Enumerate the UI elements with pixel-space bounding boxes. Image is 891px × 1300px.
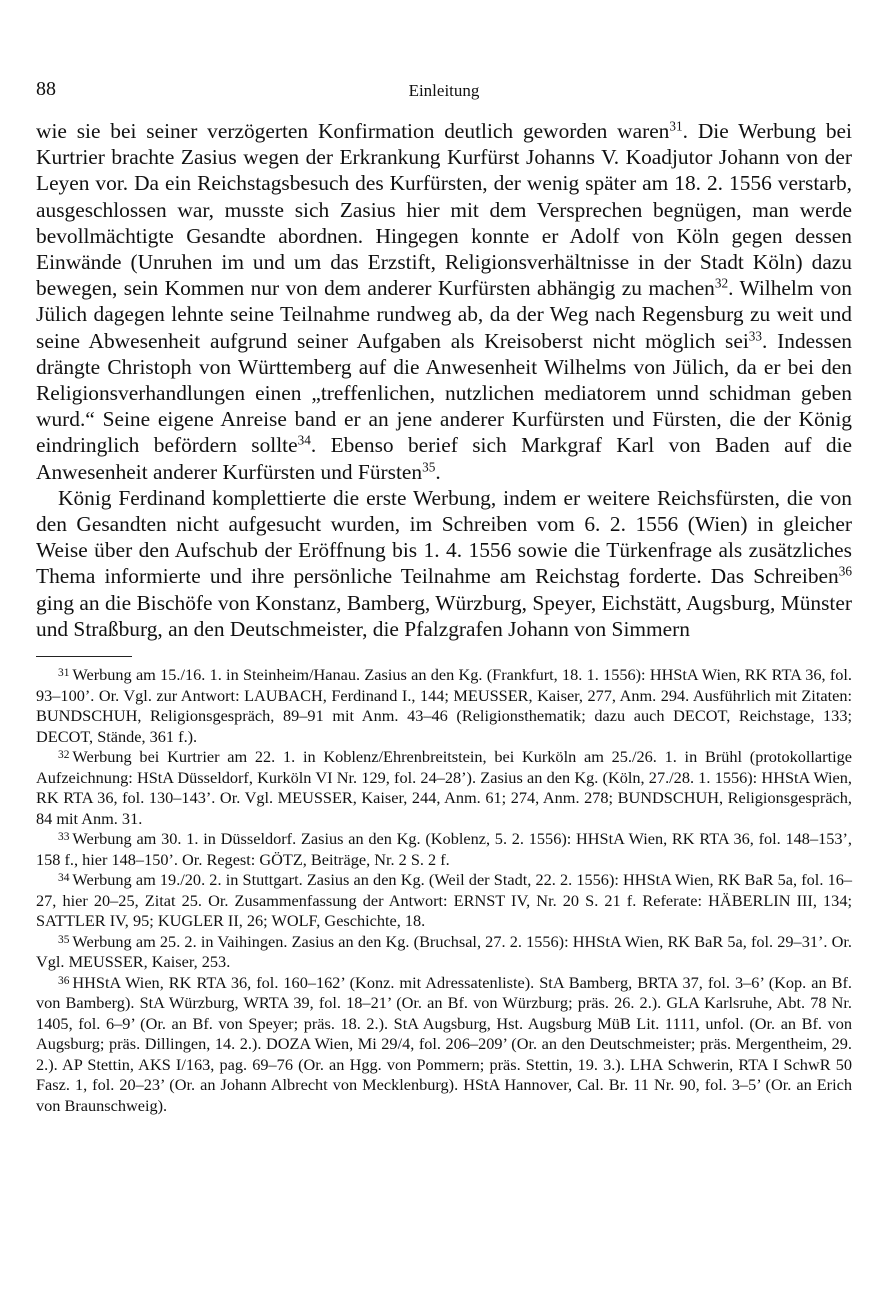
footnote-text: Werbung am 19./20. 2. in Stuttgart. Zasius an den Kg. (Weil der Stadt, 22. 2. 1556): HHStA Wien, RK BaR 5a, fol. 16–27, hier 20–25, Zitat 25. Or. Zusammenfassung der Antwort: ERNST IV, Nr. 20 S. 21 f. Referate: HÄBERLIN III, 134; SATTLER IV, 95; KUGLER II, 26; WOLF, Geschichte, 18. [36, 870, 852, 931]
footnote-text: HHStA Wien, RK RTA 36, fol. 160–162’ (Konz. mit Adressatenliste). StA Bamberg, BRTA 37, fol. 3–6’ (Kop. an Bf. von Bamberg). StA Würzburg, WRTA 39, fol. 18–21’ (Or. an Bf. von Würzburg; präs. 26. 2.). GLA Karlsruhe, Abt. 78 Nr. 1405, fol. 6–9’ (Or. an Bf. von Speyer; präs. 18. 2.). StA Augsburg, Hst. Augsburg MüB Lit. 1111, unfol. (Or. an Bf. von Augsburg; präs. Dillingen, 14. 2.). DOZA Wien, Mi 29/4, fol. 206–209’ (Or. an den Deutschmeister; präs. Mergentheim, 29. 2.). AP Stettin, AKS I/163, pag. 69–76 (Or. an Hgg. von Pommern; präs. Stettin, 19. 3.). LHA Schwerin, RTA I SchwR 50 Fasz. 1, fol. 20–23’ (Or. an Johann Albrecht von Mecklenburg). HStA Hannover, Cal. Br. 11 Nr. 90, fol. 3–5’ (Or. an Erich von Braunschweig). [36, 972, 852, 1115]
footnote-text: Werbung am 30. 1. in Düsseldorf. Zasius an den Kg. (Koblenz, 5. 2. 1556): HHStA Wien, RK RTA 36, fol. 148–153’, 158 f., hier 148–150’. Or. Regest: GÖTZ, Beiträge, Nr. 2 S. 2 f. [36, 829, 852, 869]
book-page [36, 78, 852, 1116]
text-run: . Ebenso berief sich Markgraf Karl von Baden auf die Anwesenheit anderer Kurfürsten und Fürsten [36, 433, 852, 484]
footnote [36, 973, 852, 1117]
footnote-reference[interactable]: 31 [669, 118, 683, 134]
footnote [36, 747, 852, 829]
footnote [36, 870, 852, 932]
footnote [36, 665, 852, 747]
text-run: . Indessen drängte Christoph von Württemberg auf die Anwesenheit Wilhelms von Jülich, da er bei den Religionsverhandlungen einen „treffenlichen, nutzlichen mediatorem unnd schidman geben wurd.“ Seine eigene Anreise band er an jene anderer Kurfürsten und Fürsten, die der König eindringlich befördern sollte [36, 328, 853, 458]
footnote-number: 35 [58, 933, 70, 946]
text-run: . Wilhelm von Jülich dagegen lehnte seine Teilnahme rundweg ab, da der Weg nach Regensburg zu weit und seine Abwesenheit aufgrund seiner Aufgaben als Kreisoberst nicht möglich sei [36, 276, 853, 353]
page-number: 88 [36, 78, 56, 100]
footnote-text: Werbung am 15./16. 1. in Steinheim/Hanau. Zasius an den Kg. (Frankfurt, 18. 1. 1556): HHStA Wien, RK RTA 36, fol. 93–100’. Or. Vgl. zur Antwort: LAUBACH, Ferdinand I., 144; MEUSSER, Kaiser, 277, Anm. 294. Ausführlich mit Zitaten: BUNDSCHUH, Religionsgespräch, 89–91 mit Anm. 43–46 (Religionsthematik; dazu auch DECOT, Reichstage, 133; DECOT, Stände, 361 f.). [36, 665, 852, 746]
footnote-text: Werbung am 25. 2. in Vaihingen. Zasius an den Kg. (Bruchsal, 27. 2. 1556): HHStA Wien, RK BaR 5a, fol. 29–31’. Or. Vgl. MEUSSER, Kaiser, 253. [36, 931, 852, 972]
footnote-reference[interactable]: 32 [714, 275, 729, 291]
footnote-reference[interactable]: 36 [838, 564, 852, 580]
text-run: . Die Werbung bei Kurtrier brachte Zasius wegen der Erkrankung Kurfürst Johanns V. Koadjutor Johann von der Leyen vor. Da ein Reichstagsbesuch des Kurfürsten, der wenig später am 18. 2. 1556 verstarb, ausgeschlossen war, musste sich Zasius hier mit dem Versprechen begnügen, man werde bevollmächtigte Gesandte abordnen. Hingegen konnte er Adolf von Köln gegen dessen Einwände (Unruhen im und um das Erzstift, Religionsverhältnisse in der Stadt Köln) dazu bewegen, sein Kommen nur von dem anderer Kurfürsten abhängig zu machen [36, 119, 852, 301]
footnote-number: 36 [58, 974, 70, 987]
page-header [36, 78, 852, 108]
main-text [36, 118, 852, 642]
footnotes [36, 665, 852, 1116]
text-run: . [435, 459, 441, 484]
footnote-divider [36, 656, 132, 657]
footnote-number: 31 [58, 667, 70, 680]
footnote-number: 32 [58, 749, 70, 762]
text-run: ging an die Bischöfe von Konstanz, Bamberg, Würzburg, Speyer, Eichstätt, Augsburg, Münster und Straßburg, an den Deutschmeister, die Pfalzgrafen Johann von Simmern [36, 590, 852, 641]
footnote-number: 33 [58, 831, 70, 844]
body-paragraph [36, 485, 852, 642]
footnote-reference[interactable]: 33 [748, 328, 763, 344]
text-run: König Ferdinand komplettierte die erste Werbung, indem er weitere Reichsfürsten, die von den Gesandten nicht aufgesucht wurden, im Schreiben vom 6. 2. 1556 (Wien) in gleicher Weise über den Aufschub der Eröffnung bis 1. 4. 1556 sowie die Türkenfrage als zusätzliches Thema informierte und ihre persönliche Teilnahme am Reichstag forderte. Das Schreiben [36, 485, 852, 589]
running-head: Einleitung [408, 81, 480, 100]
footnote [36, 829, 852, 870]
footnote-text: Werbung bei Kurtrier am 22. 1. in Koblenz/Ehrenbreitstein, bei Kurköln am 25./26. 1. in Brühl (protokollartige Aufzeichnung: HStA Düsseldorf, Kurköln VI Nr. 129, fol. 24–28’). Zasius an den Kg. (Köln, 27./28. 1. 1556): HHStA Wien, RK RTA 36, fol. 130–143’. Or. Vgl. MEUSSER, Kaiser, 244, Anm. 61; 274, Anm. 278; BUNDSCHUH, Religionsgespräch, 84 mit Anm. 31. [36, 747, 852, 828]
text-run: wie sie bei seiner verzögerten Konfirmation deutlich geworden waren [36, 119, 670, 143]
body-paragraph [36, 118, 852, 485]
footnote [36, 932, 852, 973]
footnote-reference[interactable]: 34 [297, 433, 311, 449]
footnote-reference[interactable]: 35 [422, 459, 436, 475]
footnote-number: 34 [58, 872, 70, 885]
